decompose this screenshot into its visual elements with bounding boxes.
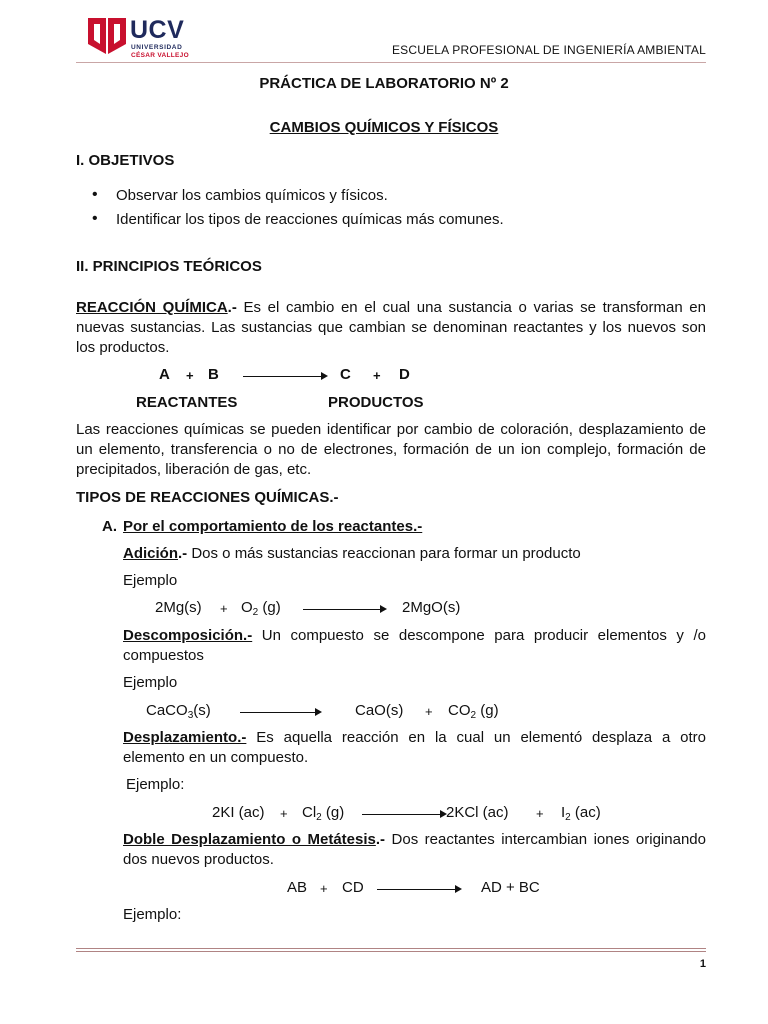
list-item: • Observar los cambios químicos y físicos. (76, 186, 706, 206)
doble-eq-left1: AB (287, 879, 308, 896)
despl-eq-plus2: + (536, 806, 544, 821)
doble-desplazamiento-paragraph (123, 830, 706, 870)
doble-term: Doble Desplazamiento o Metátesis (123, 831, 376, 848)
section-objetivos-heading: I. OBJETIVOS (76, 152, 175, 169)
ejemplo-label: Ejemplo: (123, 906, 182, 923)
footer-divider-2 (76, 951, 706, 952)
doble-eq-left2: CD (342, 879, 364, 896)
descomp-eq-right2: $CO_2$ (g) (448, 702, 499, 721)
reaction-arrow-icon (240, 712, 320, 713)
header-divider (76, 62, 706, 63)
list-item: • Identificar los tipos de reacciones químicas más comunes. (76, 210, 706, 230)
despl-eq-plus1: + (280, 806, 288, 821)
eq-a: A (159, 366, 170, 383)
adicion-line (123, 545, 581, 562)
doble-text: Dos reactantes intercambian iones originando dos nuevos productos. (123, 831, 706, 868)
sub-a-title: Por el comportamiento de los reactantes.- (123, 518, 423, 535)
reaccion-quimica-paragraph (76, 298, 706, 358)
reaccion-term: REACCIÓN QUÍMICA (76, 299, 228, 316)
logo-text: UCV (130, 16, 185, 44)
doble-sep: .- (375, 831, 386, 848)
productos-label: PRODUCTOS (328, 394, 424, 411)
doble-eq-plus: + (320, 881, 328, 896)
section-principios-heading: II. PRINCIPIOS TEÓRICOS (76, 258, 262, 275)
descomposicion-term: Descomposición.- (123, 627, 253, 644)
adicion-sep: .- (178, 545, 188, 562)
reaccion-sep: .- (227, 299, 237, 316)
doble-eq-right: AD + BC (481, 879, 540, 896)
reaccion-text: Es el cambio en el cual una sustancia o varias se transforman en nuevas sustancias. Las sustancias que cambian se denominan reactantes y los nuevos son los productos. (76, 299, 706, 356)
adicion-eq-left2: $O_2$ (g) (241, 599, 281, 618)
identificacion-paragraph: Las reacciones químicas se pueden identificar por cambio de coloración, desplazamiento de un elemento, transferencia o no de electrones, formación de un ion complejo, formación de precipitados, liberación de gas, etc. (76, 421, 706, 478)
reactantes-label: REACTANTES (136, 394, 238, 411)
despl-eq-right2: $I_2$ (ac) (561, 804, 601, 823)
ejemplo-label: Ejemplo (123, 572, 178, 589)
footer-divider-1 (76, 948, 706, 949)
page-number: 1 (699, 958, 706, 970)
descomposicion-paragraph (123, 626, 706, 666)
descomposicion-text: Un compuesto se descompone para producir elementos y /o compuestos (123, 627, 706, 664)
adicion-term: Adición (123, 545, 178, 562)
tipos-heading: TIPOS DE REACCIONES QUÍMICAS.- (76, 489, 339, 506)
school-name: ESCUELA PROFESIONAL DE INGENIERÍA AMBIENTAL (391, 43, 706, 57)
reaction-arrow-icon (243, 376, 326, 377)
adicion-eq-right: 2MgO(s) (402, 599, 461, 616)
adicion-eq-plus: + (220, 601, 228, 616)
logo-subtitle-1: UNIVERSIDAD (131, 44, 183, 51)
logo-subtitle-2: CÉSAR VALLEJO (131, 52, 189, 59)
sub-a-label: A. (102, 518, 117, 535)
reaction-arrow-icon (303, 609, 385, 610)
document-subtitle: CAMBIOS QUÍMICOS Y FÍSICOS (269, 119, 499, 136)
eq-b: B (208, 366, 219, 383)
ucv-logo (86, 14, 198, 60)
eq-d: D (399, 366, 410, 383)
adicion-eq-left1: 2Mg(s) (155, 599, 202, 616)
reaction-arrow-icon (362, 814, 445, 815)
despl-eq-left2: $Cl_2$ (g) (302, 804, 345, 823)
desplazamiento-paragraph (123, 728, 706, 768)
despl-eq-left1: 2KI (ac) (212, 804, 265, 821)
ejemplo-label: Ejemplo (123, 674, 178, 691)
desplazamiento-term: Desplazamiento.- (123, 729, 247, 746)
objetivos-list (76, 186, 706, 230)
eq-c: C (340, 366, 351, 383)
document-title: PRÁCTICA DE LABORATORIO Nº 2 (259, 75, 509, 92)
ejemplo-label: Ejemplo: (126, 776, 185, 793)
eq-plus-2: + (373, 368, 381, 383)
reaction-arrow-icon (377, 889, 460, 890)
eq-plus-1: + (186, 368, 194, 383)
desplazamiento-text: Es aquella reacción en la cual un elementó desplaza a otro elemento en un compuesto. (123, 729, 706, 766)
descomp-eq-right1: CaO(s) (355, 702, 404, 719)
descomp-eq-plus: + (425, 704, 433, 719)
adicion-text: Dos o más sustancias reaccionan para formar un producto (187, 545, 581, 562)
descomp-eq-left: CaCO$_3$(s) (146, 702, 211, 721)
despl-eq-right1: 2KCl (ac) (446, 804, 509, 821)
